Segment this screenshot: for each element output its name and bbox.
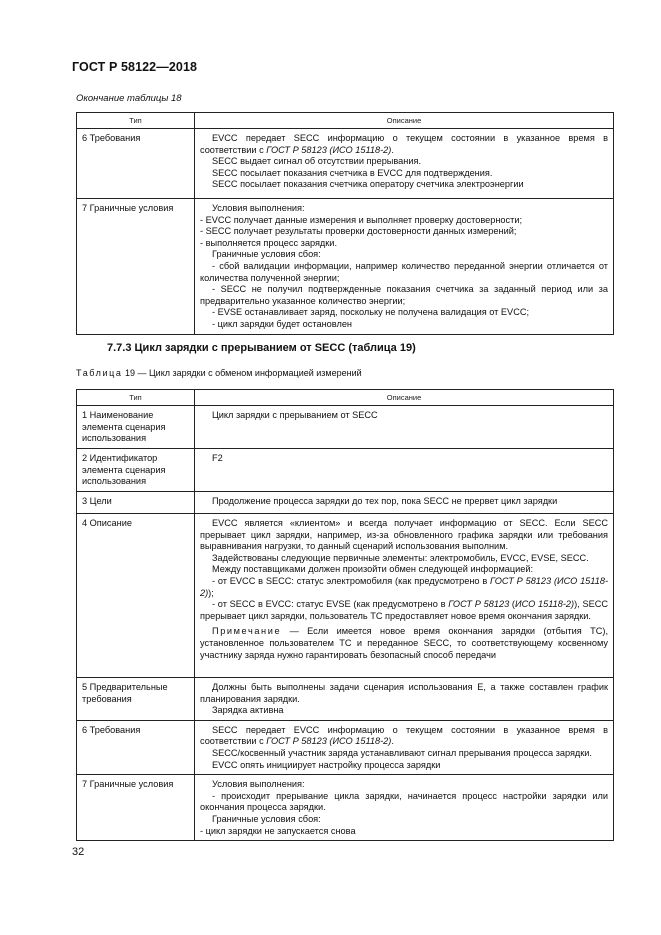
paragraph: SECC посылает показания счетчика оператору счетчика электроэнергии [212,179,524,190]
paragraph: - цикл зарядки будет остановлен [212,318,353,329]
column-header-description: Описание [195,113,614,129]
table19-caption: Таблица 19 — Цикл зарядки с обменом информацией измерений [76,368,362,378]
cell-type: 4 Описание [77,514,195,678]
table-19 [76,389,614,841]
paragraph: Условия выполнения: [212,203,305,213]
paragraph: - цикл зарядки не запускается снова [200,825,356,836]
table-header-row [77,390,614,406]
paragraph: - выполняется процесс зарядки. [200,237,337,248]
cell-description [195,514,614,678]
table-row [77,720,614,774]
note: Примечание — Если имеется новое время окончания зарядки (отбытия ТС), установленное пользователем ТС и переданное SECC, то соответствующему косвенному участнику заряда нужно гарантировать безопасный способ передачи [200,626,608,660]
paragraph: - происходит прерывание цикла зарядки, начинается процесс настройки зарядки или окончания процесса зарядки. [200,790,608,813]
table-row [77,775,614,841]
paragraph: SECC посылает показания счетчика в EVCC для подтверждения. [212,167,493,178]
cell-description: Цикл зарядки с прерыванием от SECC [195,406,614,449]
section-title: 7.7.3 Цикл зарядки с прерыванием от SECC (таблица 19) [107,342,416,354]
cell-description [195,678,614,721]
table18-caption: Окончание таблицы 18 [76,93,182,104]
paragraph: Условия выполнения: [212,779,305,790]
cell-description: F2 [195,449,614,492]
paragraph: - EVCC получает данные измерения и выполняет проверку достоверности; [200,214,523,225]
paragraph: - EVSE останавливает заряд, поскольку не получена валидация от EVCC; [212,307,530,318]
cell-type: 3 Цели [77,492,195,514]
cell-type: 2 Идентификатор элемента сценария использования [77,449,195,492]
cell-description [195,129,614,199]
cell-type: 6 Требования [77,129,195,199]
paragraph: Граничные условия сбоя: [212,813,321,824]
table-header-row [77,113,614,129]
page-number: 32 [72,846,85,858]
paragraph: Должны быть выполнены задачи сценария использования E, а также составлен график планирования зарядки. [200,682,608,704]
cell-type: 7 Граничные условия [77,199,195,335]
paragraph: SECC/косвенный участник заряда устанавливают сигнал прерывания процесса зарядки. [212,747,592,758]
paragraph: SECC передает EVCC информацию о текущем состоянии в указанное время в соответствии с ГОСТ Р 58123 (ИСО 15118-2). [200,724,608,747]
standard-header: ГОСТ Р 58122—2018 [72,60,198,74]
paragraph: Между поставщиками должен произойти обмен следующей информацией: [212,564,534,575]
cell-description: Продолжение процесса зарядки до тех пор, пока SECC не прервет цикл зарядки [195,492,614,514]
cell-type: 6 Требования [77,720,195,774]
paragraph: Граничные условия сбоя: [212,249,321,260]
table-row [77,129,614,199]
paragraph: - сбой валидации информации, например количество переданной энергии отличается от количества полученной энергии; [200,260,608,283]
table-row [77,514,614,678]
paragraph: - от SECC в EVCC: статус EVSE (как предусмотрено в ГОСТ Р 58123 (ИСО 15118-2)), SECC прерывает цикл зарядки, пользователь ТС предоставляет новое время окончания зарядки. [200,599,608,621]
paragraph: Зарядка активна [212,705,284,716]
table-row [77,199,614,335]
cell-description [195,199,614,335]
table-18-tail [76,112,614,335]
cell-type: 7 Граничные условия [77,775,195,841]
paragraph: EVCC передает SECC информацию о текущем состоянии в указанное время в соответствии с ГОСТ Р 58123 (ИСО 15118-2). [200,133,608,155]
table-row [77,449,614,492]
paragraph: - SECC получает результаты проверки достоверности данных измерений; [200,226,517,237]
paragraph: Задействованы следующие первичные элементы: электромобиль, EVCC, EVSE, SECC. [212,552,589,563]
paragraph: - от EVCC в SECC: статус электромобиля (как предусмотрено в ГОСТ Р 58123 (ИСО 15118-2)); [200,575,608,598]
paragraph: EVCC является «клиентом» и всегда получает информацию от SECC. Если SECC прерывает цикл зарядки, например, из-за обновленного графика зарядки или требования выравнивания нагрузки, то данный сценарий использования выполним. [200,518,608,552]
table-row [77,406,614,449]
table-row [77,492,614,514]
cell-type: 1 Наименование элемента сценария использования [77,406,195,449]
cell-type: 5 Предварительные требования [77,678,195,721]
paragraph: EVCC опять инициирует настройку процесса зарядки [212,759,441,770]
column-header-description: Описание [195,390,614,406]
paragraph: SECC выдает сигнал об отсутствии прерывания. [212,156,422,167]
column-header-type: Тип [77,390,195,406]
cell-description [195,775,614,841]
paragraph: - SECC не получил подтвержденные показания счетчика за заданный период или за предварительно указанное количество энергии; [200,284,608,306]
cell-description [195,720,614,774]
column-header-type: Тип [77,113,195,129]
table-row [77,678,614,721]
